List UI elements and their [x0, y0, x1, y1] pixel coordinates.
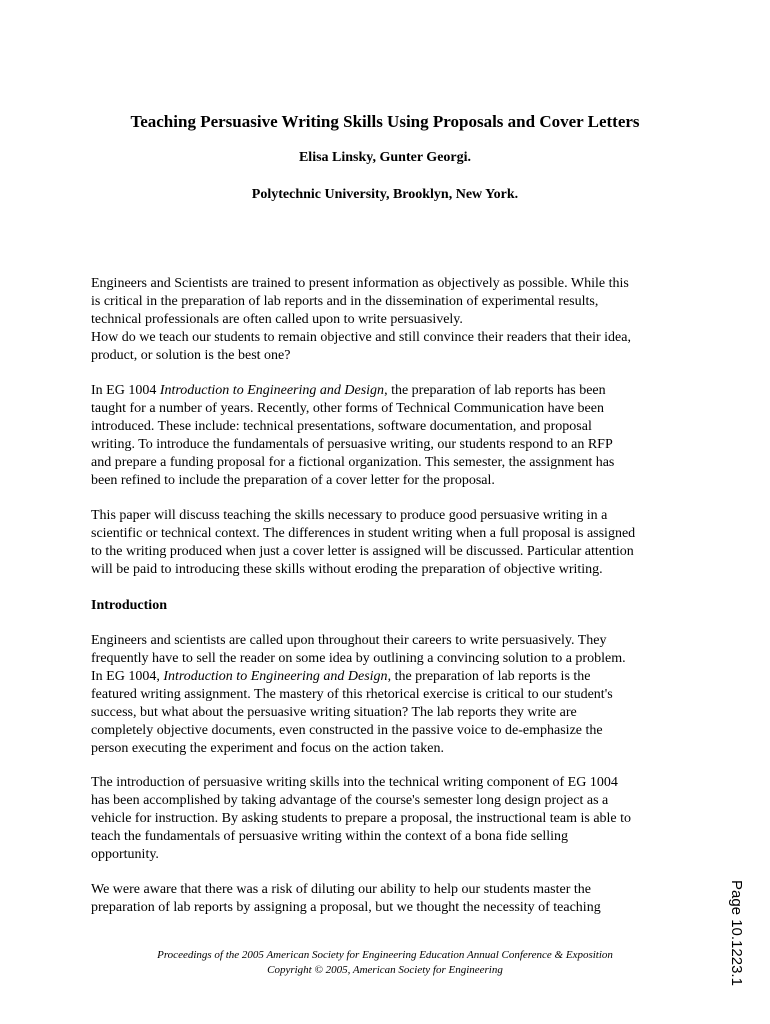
- text-line: We were aware that there was a risk of diluting our ability to help our students master the: [91, 882, 592, 897]
- text-line: scientific or technical context. The differences in student writing when a full proposal is assigned: [91, 526, 636, 541]
- paper-authors: Elisa Linsky, Gunter Georgi.: [298, 150, 472, 165]
- text-line: will be paid to introducing these skills without eroding the preparation of objective writing.: [91, 562, 603, 577]
- text-line: and prepare a funding proposal for a fictional organization. This semester, the assignment has: [91, 455, 615, 470]
- paper-title: Teaching Persuasive Writing Skills Using Proposals and Cover Letters: [130, 112, 640, 131]
- text-run: , the preparation of lab reports has been: [384, 383, 606, 398]
- text-line: is critical in the preparation of lab reports and in the dissemination of experimental results,: [91, 294, 599, 309]
- proceedings-footer-line: Proceedings of the 2005 American Society for Engineering Education Annual Conference & Exposition: [157, 949, 613, 961]
- abstract-paragraph-1: [91, 275, 691, 365]
- text-line: taught for a number of years. Recently, other forms of Technical Communication have been: [91, 401, 604, 416]
- text-line: teach the fundamentals of persuasive writing within the context of a bona fide selling: [91, 829, 569, 844]
- abstract-paragraph-2: [91, 382, 691, 490]
- text-line: frequently have to sell the reader on some idea by outlining a convincing solution to a problem.: [91, 651, 626, 666]
- text-line: completely objective documents, even constructed in the passive voice to de-emphasize the: [91, 723, 603, 738]
- course-title-italic: Introduction to Engineering and Design: [159, 383, 385, 398]
- page-number-label: Page 10.1223.1: [728, 880, 745, 986]
- text-line: product, or solution is the best one?: [91, 348, 291, 363]
- intro-paragraph-2: [91, 774, 691, 864]
- course-title-italic: Introduction to Engineering and Design: [163, 669, 388, 684]
- text-line: The introduction of persuasive writing skills into the technical writing component of EG 1004: [91, 775, 618, 790]
- text-line: has been accomplished by taking advantage of the course's semester long design project as a: [91, 793, 609, 808]
- intro-paragraph-1: [91, 632, 691, 758]
- paper-affiliation: Polytechnic University, Brooklyn, New York.: [251, 187, 519, 202]
- text-line: How do we teach our students to remain objective and still convince their readers that their idea,: [91, 330, 631, 345]
- text-line: been refined to include the preparation of a cover letter for the proposal.: [91, 473, 495, 488]
- text-run: In EG 1004: [91, 383, 160, 398]
- text-line: [91, 382, 691, 400]
- text-line: This paper will discuss teaching the skills necessary to produce good persuasive writing in a: [91, 508, 608, 523]
- section-heading-introduction: Introduction: [91, 598, 167, 613]
- text-line: [91, 668, 691, 686]
- text-line: preparation of lab reports by assigning a proposal, but we thought the necessity of teaching: [91, 900, 601, 915]
- text-line: Engineers and scientists are called upon throughout their careers to write persuasively. They: [91, 633, 607, 648]
- text-line: technical professionals are often called upon to write persuasively.: [91, 312, 463, 327]
- text-line: writing. To introduce the fundamentals of persuasive writing, our students respond to an RFP: [91, 437, 613, 452]
- text-line: success, but what about the persuasive writing situation? The lab reports they write are: [91, 705, 577, 720]
- text-line: vehicle for instruction. By asking students to prepare a proposal, the instructional team is able to: [91, 811, 632, 826]
- text-line: Engineers and Scientists are trained to present information as objectively as possible. While this: [91, 276, 629, 291]
- intro-paragraph-3: [91, 881, 691, 917]
- text-line: featured writing assignment. The mastery of this rhetorical exercise is critical to our student's: [91, 687, 613, 702]
- text-line: introduced. These include: technical presentations, software documentation, and proposal: [91, 419, 592, 434]
- copyright-footer-line: Copyright © 2005, American Society for Engineering: [267, 964, 503, 976]
- text-line: opportunity.: [91, 847, 159, 862]
- abstract-paragraph-3: [91, 507, 691, 579]
- text-run: , the preparation of lab reports is the: [387, 669, 591, 684]
- text-run: In EG 1004,: [91, 669, 164, 684]
- text-line: person executing the experiment and focus on the action taken.: [91, 741, 444, 756]
- text-line: to the writing produced when just a cover letter is assigned will be discussed. Particular attention: [91, 544, 634, 559]
